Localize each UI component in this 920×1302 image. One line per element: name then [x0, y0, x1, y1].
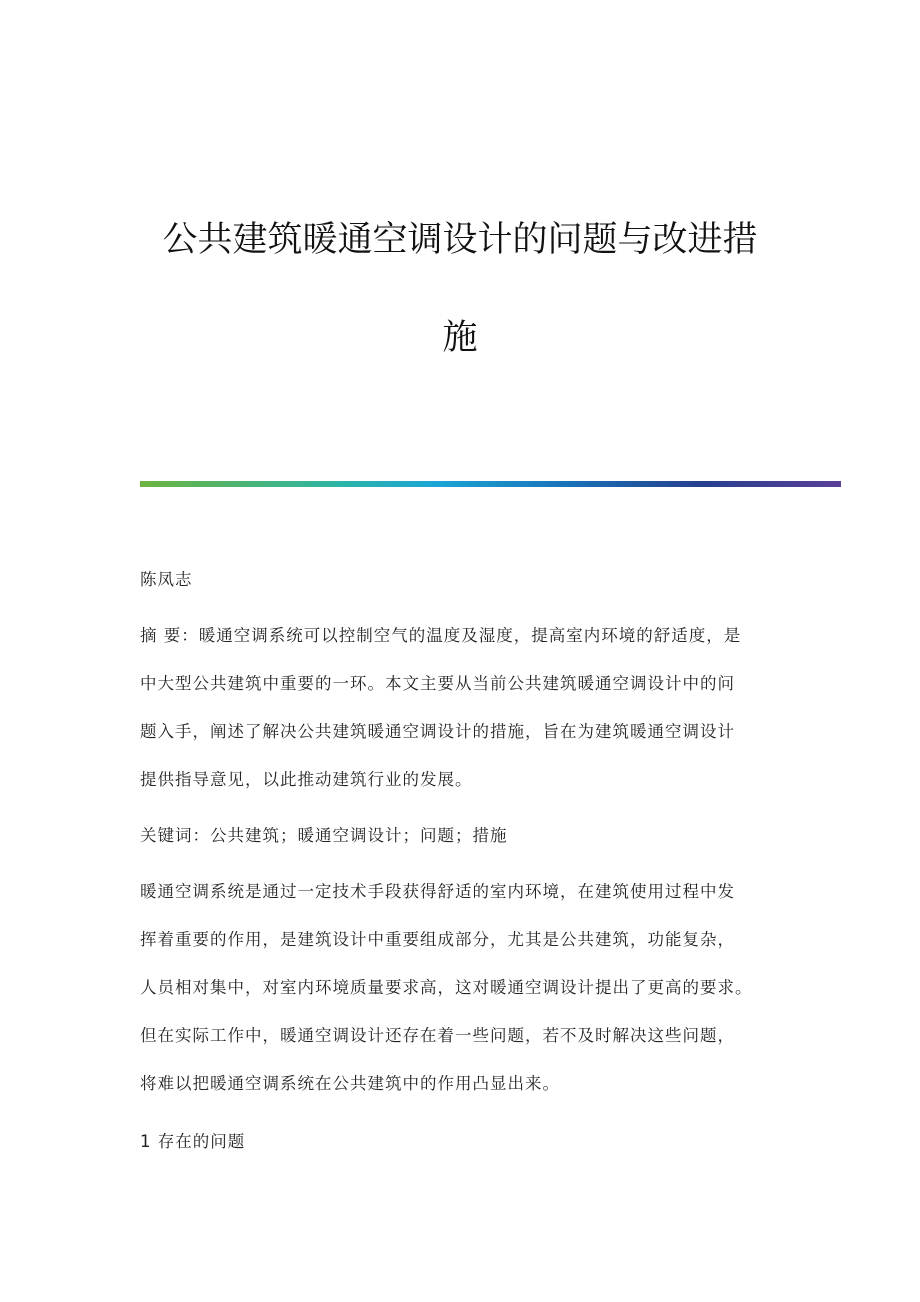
abstract-line-3: 题入手，阐述了解决公共建筑暖通空调设计的措施，旨在为建筑暖通空调设计 [140, 722, 735, 741]
title-divider [140, 481, 841, 487]
document-title-line-2: 施 [442, 318, 478, 358]
body-line-1: 暖通空调系统是通过一定技术手段获得舒适的室内环境，在建筑使用过程中发 [140, 882, 735, 901]
abstract-line-2: 中大型公共建筑中重要的一环。本文主要从当前公共建筑暖通空调设计中的问 [140, 674, 735, 693]
body-line-4: 但在实际工作中，暖通空调设计还存在着一些问题，若不及时解决这些问题， [140, 1026, 735, 1045]
author-name: 陈凤志 [140, 570, 193, 589]
body-line-2: 挥着重要的作用，是建筑设计中重要组成部分，尤其是公共建筑，功能复杂， [140, 930, 735, 949]
keywords-line: 关键词：公共建筑；暖通空调设计；问题；措施 [140, 826, 508, 845]
document-title-line-1: 公共建筑暖通空调设计的问题与改进措 [162, 220, 758, 260]
body-line-5: 将难以把暖通空调系统在公共建筑中的作用凸显出来。 [140, 1074, 560, 1093]
abstract-line-4: 提供指导意见，以此推动建筑行业的发展。 [140, 770, 473, 789]
section-heading: 1 存在的问题 [140, 1132, 246, 1151]
abstract-line-1: 摘 要：暖通空调系统可以控制空气的温度及湿度，提高室内环境的舒适度，是 [140, 626, 742, 645]
body-line-3: 人员相对集中，对室内环境质量要求高，这对暖通空调设计提出了更高的要求。 [140, 978, 753, 997]
